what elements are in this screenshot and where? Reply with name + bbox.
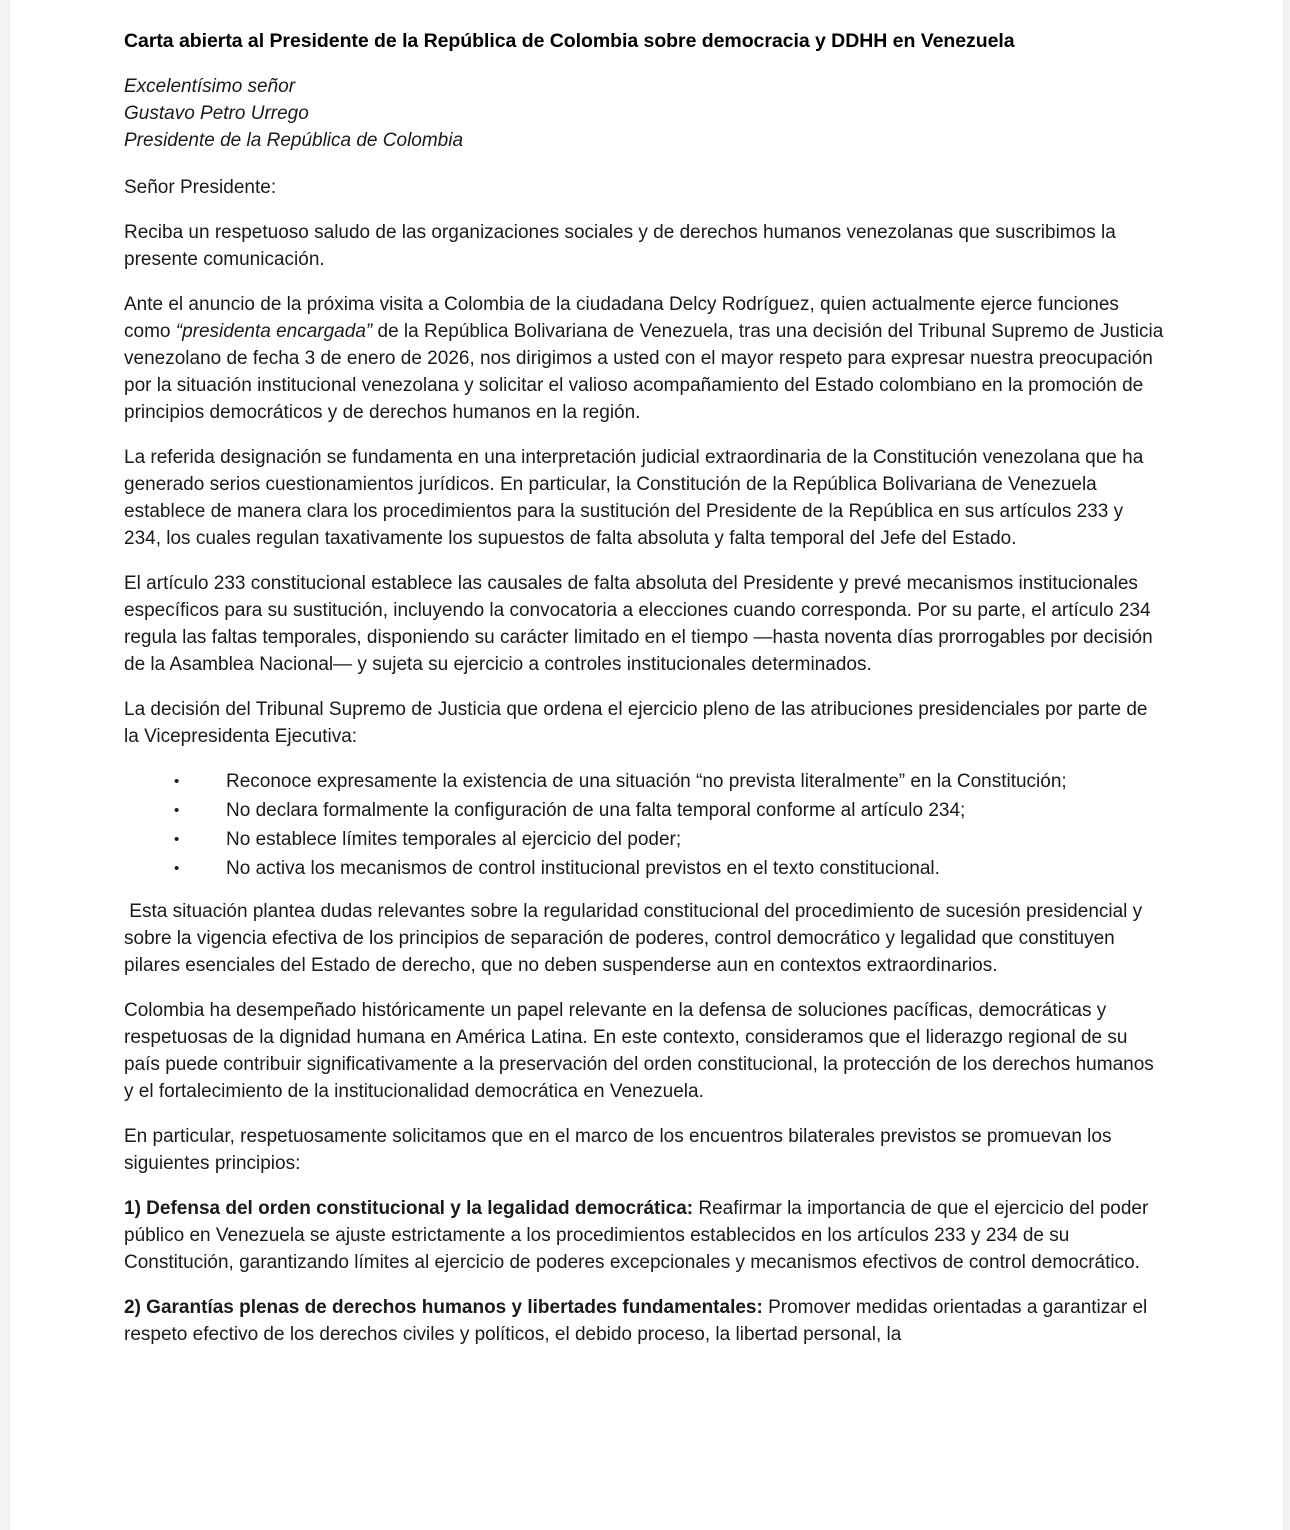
paragraph-request-intro: En particular, respetuosamente solicitamos que en el marco de los encuentros bilaterales previstos se promuevan los siguientes principios: xyxy=(124,1126,1112,1174)
bullet-icon: • xyxy=(174,773,180,790)
document-page xyxy=(10,0,1283,1530)
bullet-icon: • xyxy=(174,831,180,848)
announcement-text-post: de la República Bolivariana de Venezuela, tras una decisión del Tribunal Supremo de Justicia venezolano de fecha 3 de enero de 2026, nos dirigimos a usted con el mayor respeto para expresar nuestra preocupación por la situación institucional venezolana y solicitar el valioso acompañamiento del Estado colombiano en la promoción de principios democráticos y de derechos humanos en la región. xyxy=(124,321,1164,423)
list-item xyxy=(124,796,1164,825)
paragraph-designation: La referida designación se fundamenta en una interpretación judicial extraordinaria de la Constitución venezolana que ha generado serios cuestionamientos jurídicos. En particular, la Constitución de la República Bolivariana de Venezuela establece de manera clara los procedimientos para la sustitución del Presidente de la República en sus artículos 233 y 234, los cuales regulan taxativamente los supuestos de falta absoluta y falta temporal del Jefe del Estado. xyxy=(124,447,1144,549)
principle-item-2 xyxy=(124,1294,1164,1348)
quoted-title-presidenta-encargada: “presidenta encargada” xyxy=(175,321,373,342)
bullet-icon: • xyxy=(174,860,180,877)
principle-body-2: Promover medidas orientadas a garantizar el respeto efectivo de los derechos civiles y políticos, el debido proceso, la libertad personal, la xyxy=(124,1297,1148,1345)
list-item-text: Reconoce expresamente la existencia de una situación “no prevista literalmente” en la Constitución; xyxy=(226,771,1067,792)
addressee-line-2: Gustavo Petro Urrego xyxy=(124,103,309,124)
page-title: Carta abierta al Presidente de la República de Colombia sobre democracia y DDHH en Venezuela xyxy=(124,30,1015,52)
addressee-block xyxy=(124,73,1164,154)
list-item xyxy=(124,767,1164,796)
paragraph-articles: El artículo 233 constitucional establece las causales de falta absoluta del Presidente y prevé mecanismos institucionales específicos para su sustitución, incluyendo la convocatoria a elecciones cuando corresponda. Por su parte, el artículo 234 regula las faltas temporales, disponiendo su carácter limitado en el tiempo —hasta noventa días prorrogables por decisión de la Asamblea Nacional— y sujeta su ejercicio a controles institucionales determinados. xyxy=(124,573,1153,675)
list-item xyxy=(124,825,1164,854)
list-item-text: No activa los mecanismos de control institucional previstos en el texto constitucional. xyxy=(226,858,940,879)
addressee-line-3: Presidente de la República de Colombia xyxy=(124,130,464,151)
principle-body-1: Reafirmar la importancia de que el ejercicio del poder público en Venezuela se ajuste estrictamente a los procedimientos establecidos en los artículos 233 y 234 de su Constitución, garantizando límites al ejercicio de poderes excepcionales y mecanismos efectivos de control democrático. xyxy=(124,1198,1149,1273)
addressee-line-1: Excelentísimo señor xyxy=(124,76,296,97)
decision-findings-list xyxy=(124,767,1164,883)
paragraph-announcement xyxy=(124,291,1164,426)
announcement-text-pre: Ante el anuncio de la próxima visita a Colombia de la ciudadana Delcy Rodríguez, quien actualmente ejerce funciones como xyxy=(124,294,1119,342)
paragraph-decision-intro: La decisión del Tribunal Supremo de Justicia que ordena el ejercicio pleno de las atribuciones presidenciales por parte de la Vicepresidenta Ejecutiva: xyxy=(124,699,1148,747)
principle-heading-2: 2) Garantías plenas de derechos humanos y libertades fundamentales: xyxy=(124,1297,763,1318)
bullet-icon: • xyxy=(174,802,180,819)
document-content xyxy=(124,0,1164,1366)
paragraph-greeting: Reciba un respetuoso saludo de las organizaciones sociales y de derechos humanos venezolanas que suscribimos la presente comunicación. xyxy=(124,222,1116,270)
principle-item-1 xyxy=(124,1195,1164,1276)
paragraph-doubts-text: Esta situación plantea dudas relevantes sobre la regularidad constitucional del procedimiento de sucesión presidencial y sobre la vigencia efectiva de los principios de separación de poderes, control democrático y legalidad que constituyen pilares esenciales del Estado de derecho, que no deben suspenderse aun en contextos extraordinarios. xyxy=(124,901,1143,976)
list-item-text: No declara formalmente la configuración de una falta temporal conforme al artículo 234; xyxy=(226,800,966,821)
list-item-text: No establece límites temporales al ejercicio del poder; xyxy=(226,829,682,850)
list-item xyxy=(124,854,1164,883)
paragraph-doubts xyxy=(124,898,1164,979)
paragraph-colombia-role: Colombia ha desempeñado históricamente un papel relevante en la defensa de soluciones pacíficas, democráticas y respetuosas de la dignidad humana en América Latina. En este contexto, consideramos que el liderazgo regional de su país puede contribuir significativamente a la preservación del orden constitucional, la protección de los derechos humanos y el fortalecimiento de la institucionalidad democrática en Venezuela. xyxy=(124,1000,1154,1102)
salutation: Señor Presidente: xyxy=(124,177,277,198)
principle-heading-1: 1) Defensa del orden constitucional y la legalidad democrática: xyxy=(124,1198,694,1219)
